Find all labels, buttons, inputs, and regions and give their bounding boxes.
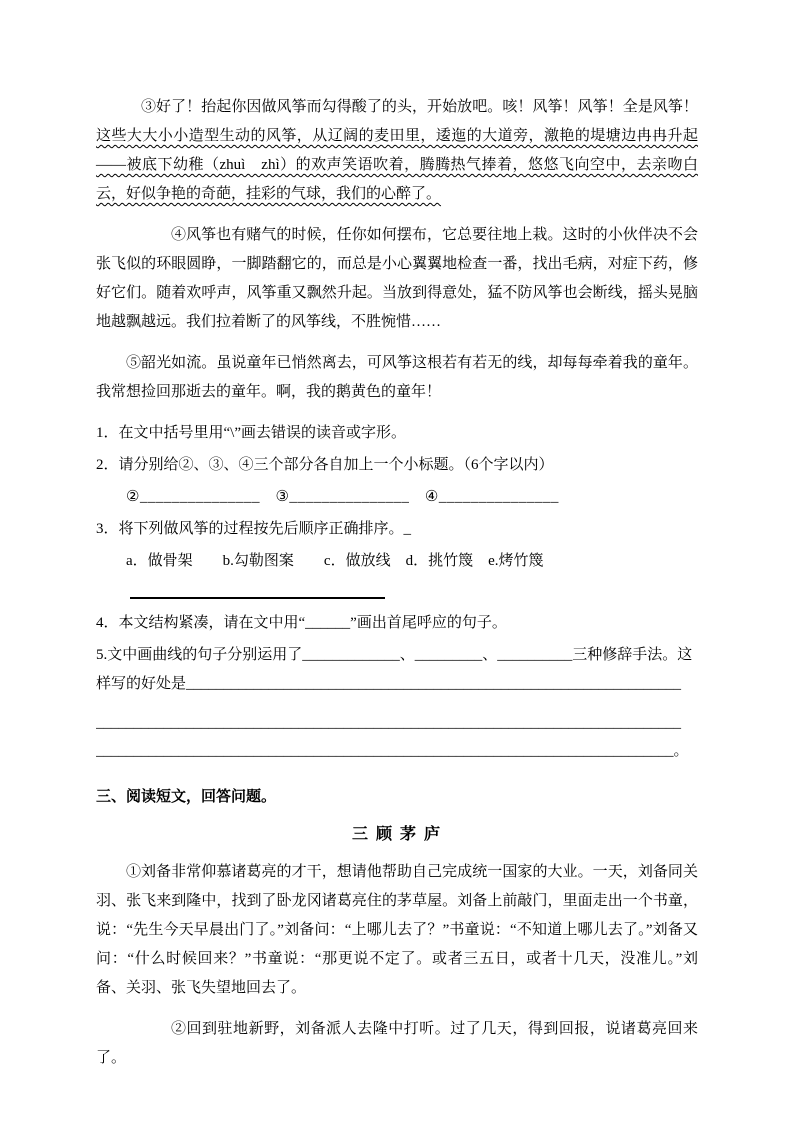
question-3-answer-line bbox=[130, 581, 385, 599]
question-3-options: a．做骨架 b.勾勒图案 c．做放线 d．挑竹篾 e.烤竹篾 bbox=[126, 553, 544, 569]
question-2-answer-blanks: ②_______________ ③_______________ ④_______________ bbox=[126, 489, 559, 505]
paragraph-3-wavy-underlined-text: 这些大大小小造型生动的风筝，从辽阔的麦田里，逶迤的大道旁，激艳的堤塘边冉冉升起——被底下幼稚（zhuì zhì）的欢声笑语吹着，腾腾热气捧着，悠悠飞向空中，去亲吻白云，好似争艳的奇葩，挂彩的气球，我们的心醉了。 bbox=[96, 128, 698, 202]
passage-2-paragraph-2: ②回到驻地新野，刘备派人去隆中打听。过了几天，得到回报，说诸葛亮回来了。 bbox=[96, 1021, 698, 1066]
question-5-answer-line-1: ______________________________________________________________________________ bbox=[96, 715, 681, 731]
question-3: 3．将下列做风筝的过程按先后顺序正确排序。_ bbox=[96, 521, 412, 537]
section-3-heading: 三、阅读短文，回答问题。 bbox=[96, 789, 277, 805]
question-5-answer-line-2: _____________________________________________________________________________。 bbox=[96, 743, 689, 759]
question-2: 2．请分别给②、③、④三个部分各自加上一个小标题。（6个字以内） bbox=[96, 457, 554, 473]
question-5: 5.文中画曲线的句子分别运用了_____________、_________、__________三种修辞手法。这样写的好处是__________________________________________________________________ bbox=[96, 647, 693, 692]
question-4: 4．本文结构紧凑，请在文中用“______”画出首尾呼应的句子。 bbox=[96, 615, 507, 631]
passage1-paragraph-5: ⑤韶光如流。虽说童年已悄然离去，可风筝这根若有若无的线，却每每牵着我的童年。我常想捡回那逝去的童年。啊，我的鹅黄色的童年！ bbox=[96, 355, 698, 400]
passage1-paragraph-4: ④风筝也有赌气的时候，任你如何摆布，它总要往地上栽。这时的小伙伴决不会张飞似的环眼圆睁，一脚踏翻它的，而总是小心翼翼地检查一番，找出毛病，对症下药，修好它们。随着欢呼声，风筝重又飘然升起。当放到得意处，猛不防风筝也会断线，摇头晃脑地越飘越远。我们拉着断了的风筝线，不胜惋惜…… bbox=[96, 227, 698, 330]
paragraph-3-lead-text: ③好了！抬起你因做风筝而勾得酸了的头，开始放吧。咳！风筝！风筝！全是风筝！ bbox=[141, 99, 698, 115]
passage-2-title: 三 顾 茅 庐 bbox=[351, 826, 442, 843]
passage-2-paragraph-1: ①刘备非常仰慕诸葛亮的才干，想请他帮助自己完成统一国家的大业。一天，刘备同关羽、张飞来到隆中，找到了卧龙冈诸葛亮住的茅草屋。刘备上前敲门，里面走出一个书童，说：“先生今天早晨出门了。”刘备问：“上哪儿去了？”书童说：“不知道上哪儿去了。”刘备又问：“什么时候回来？”书童说：“那更说不定了。或者三五日，或者十几天，没准儿。”刘备、关羽、张飞失望地回去了。 bbox=[96, 864, 698, 996]
question-1: 1．在文中括号里用“\”画去错误的读音或字形。 bbox=[96, 425, 406, 441]
passage1-paragraph-3 bbox=[96, 93, 698, 209]
